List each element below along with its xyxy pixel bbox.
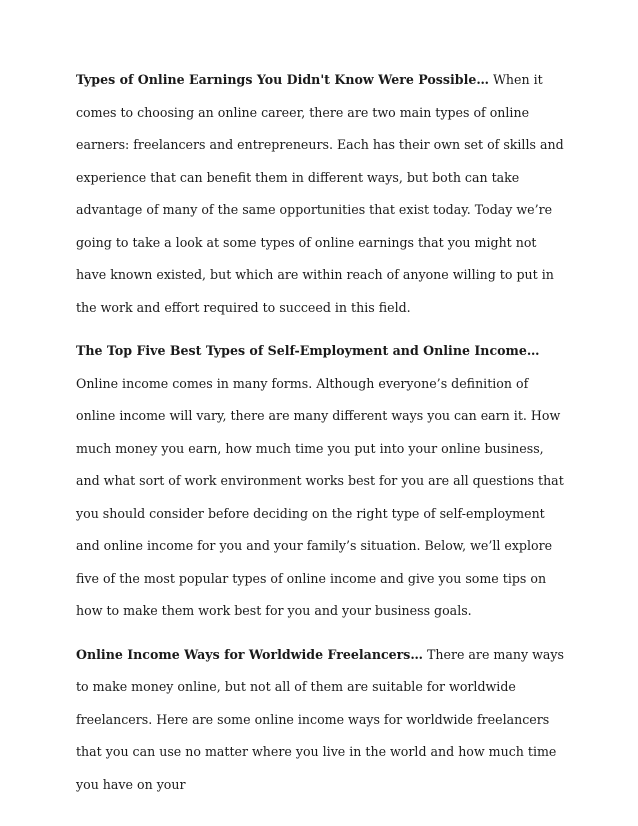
paragraph-heading: Types of Online Earnings You Didn't Know Were Possible…: [76, 72, 489, 87]
paragraph-heading: The Top Five Best Types of Self-Employment and Online Income…: [76, 343, 540, 358]
paragraph-online-earnings: [76, 64, 566, 324]
paragraph-text: Online income comes in many forms. Although everyone’s definition of online income will vary, there are many different ways you can earn it. How much money you earn, how much time you put into your online business, and what sort of work environment works best for you are all questions that you should consider before deciding on the right type of self-employment and online income for you and your family’s situation. Below, we’ll explore five of the most popular types of online income and give you some tips on how to make them work best for you and your business goals.: [76, 375, 564, 618]
paragraph-worldwide-freelancers: [76, 639, 566, 802]
document-body: [76, 64, 566, 812]
paragraph-heading: Online Income Ways for Worldwide Freelancers…: [76, 646, 423, 662]
paragraph-text: There are many ways to make money online, but not all of them are suitable for worldwide freelancers. Here are some online income ways for worldwide freelancers that you can use no matter where you live in the world and how much time you have on your: [76, 646, 564, 792]
paragraph-text: When it comes to choosing an online career, there are two main types of online earners: freelancers and entrepreneurs. Each has their own set of skills and experience that can benefit them in different ways, but both can take advantage of many of the same opportunities that exist today. Today we’re going to take a look at some types of online earnings that you might not have known existed, but which are within reach of anyone willing to put in the work and effort required to succeed in this field.: [76, 72, 564, 315]
paragraph-self-employment: [76, 335, 566, 628]
